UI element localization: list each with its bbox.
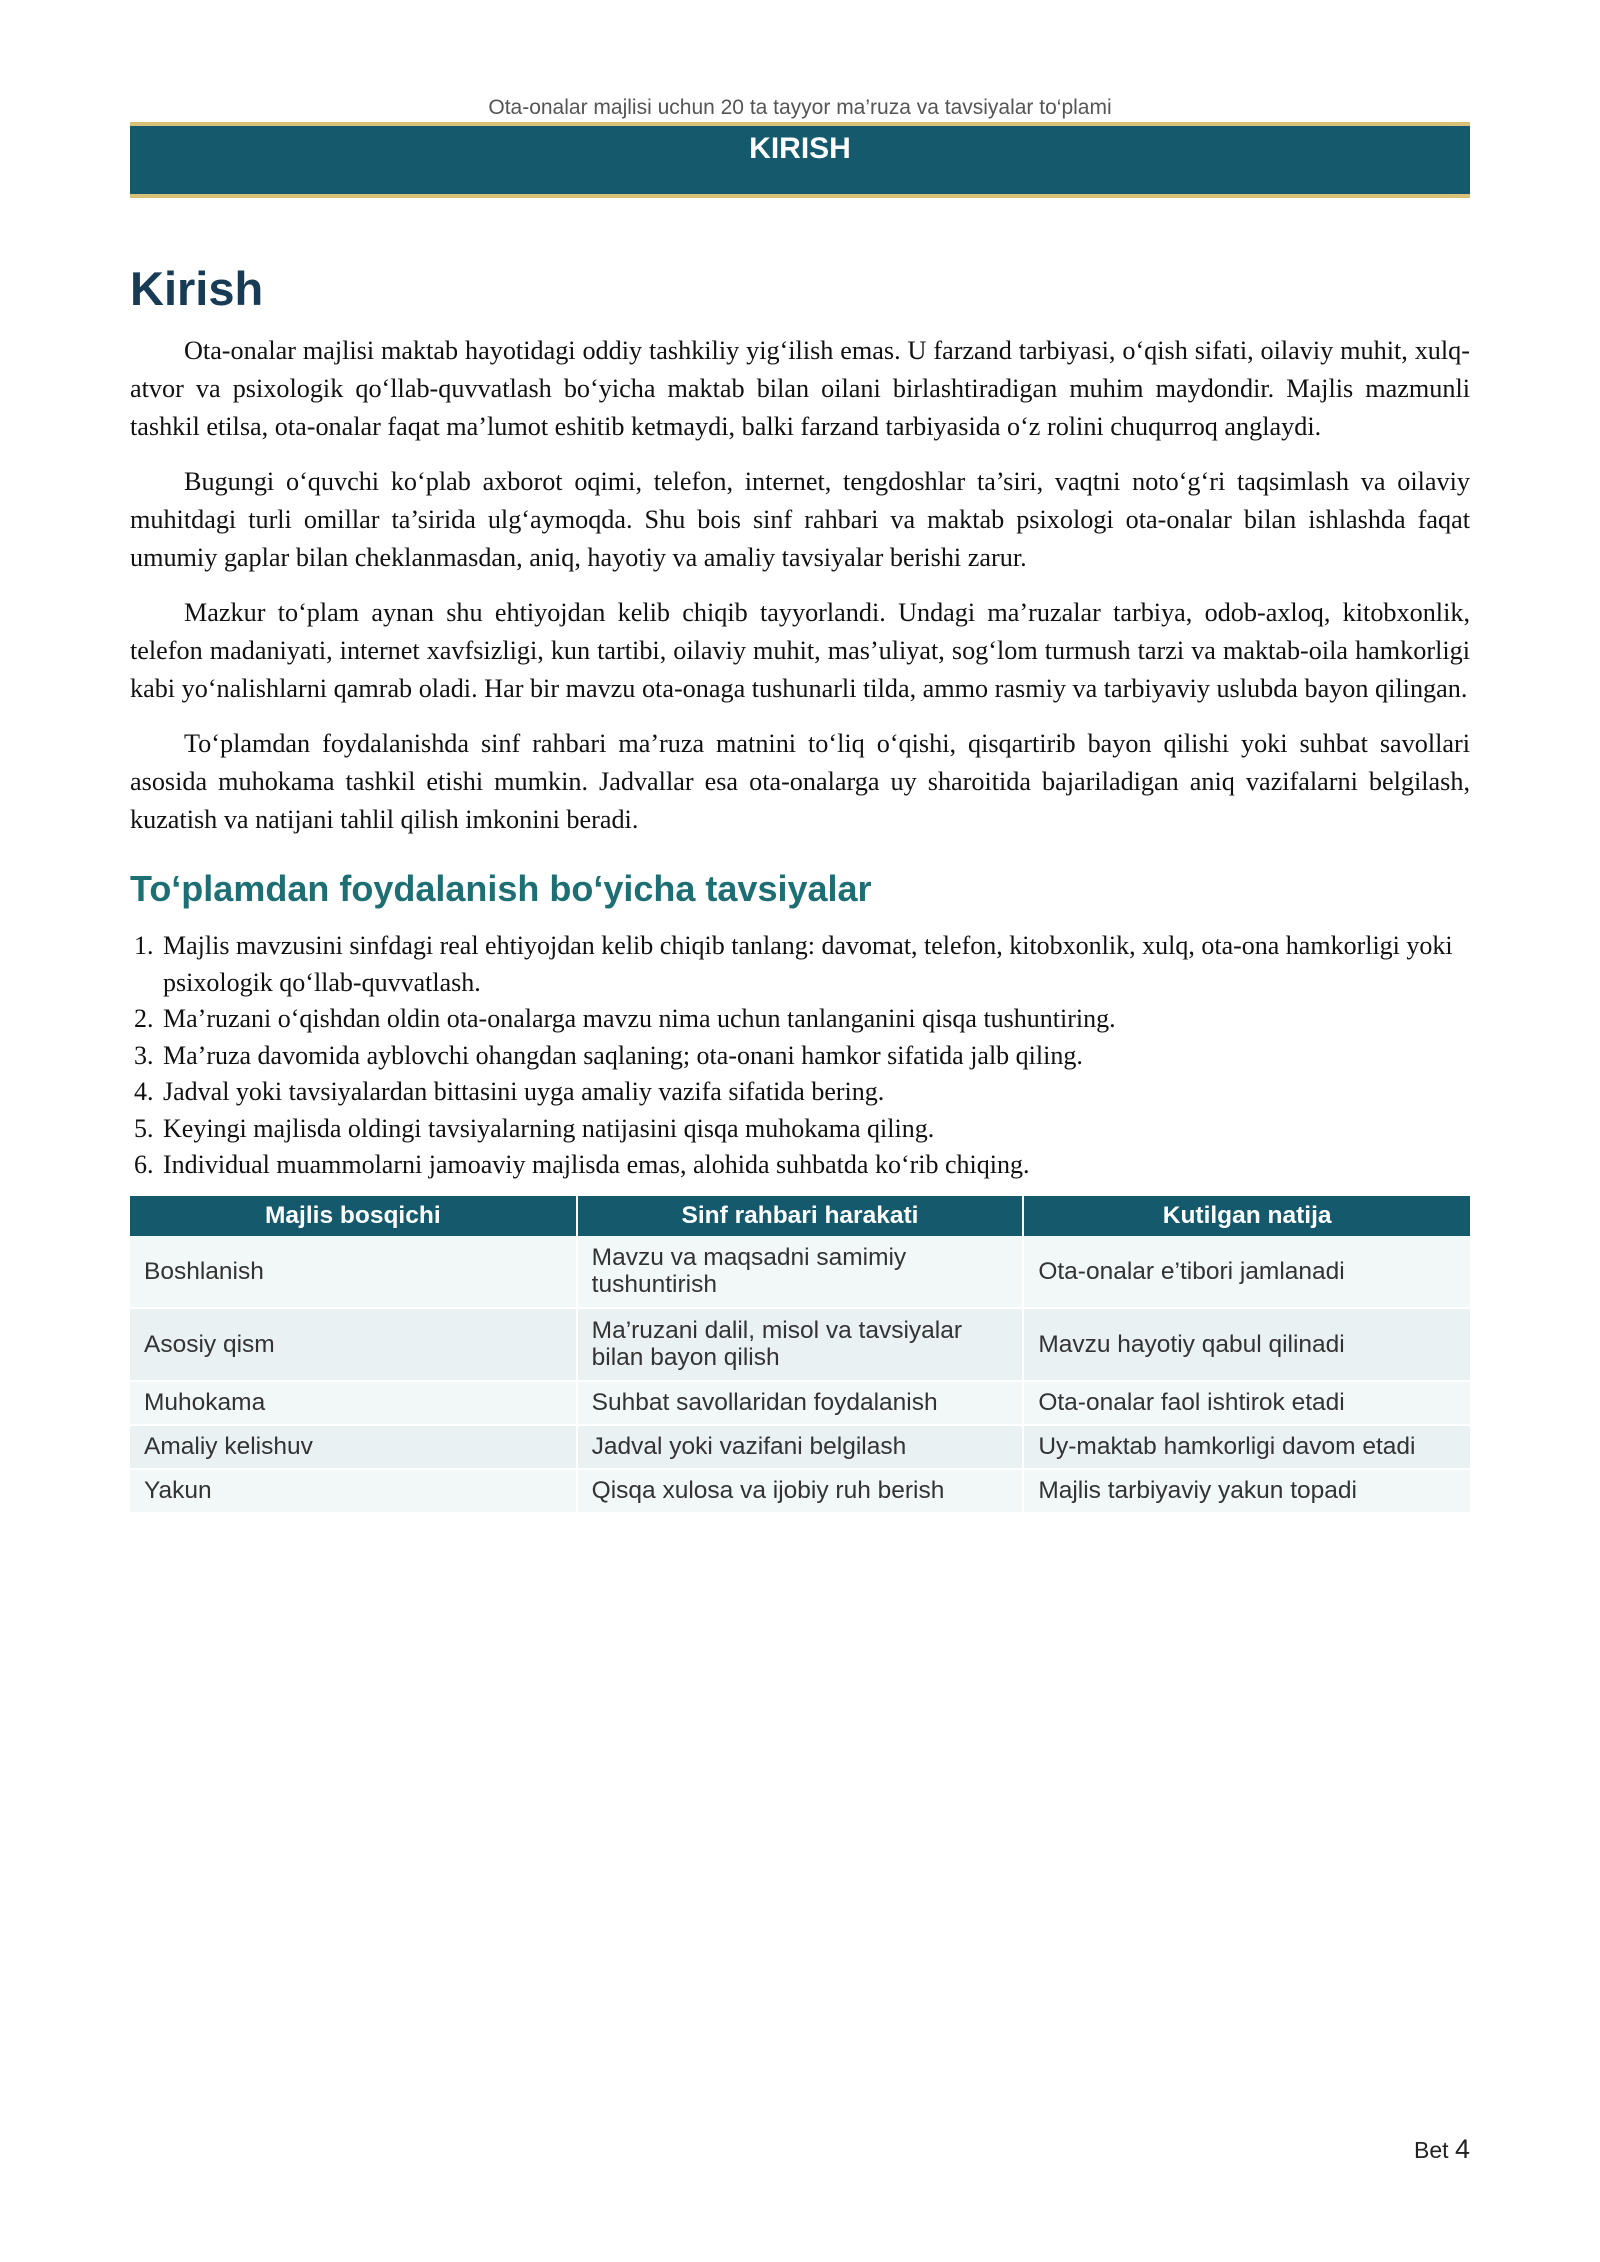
table-row — [130, 1236, 1470, 1308]
list-item: 3. Ma’ruza davomida ayblovchi ohangdan saqlaning; ota-onani hamkor sifatida jalb qiling. — [160, 1038, 1470, 1075]
table-cell: Ota-onalar faol ishtirok etadi — [1023, 1381, 1470, 1425]
column-header: Sinf rahbari harakati — [577, 1196, 1024, 1236]
table-cell: Jadval yoki vazifani belgilash — [577, 1425, 1024, 1469]
list-item: 5. Keyingi majlisda oldingi tavsiyalarning natijasini qisqa muhokama qiling. — [160, 1111, 1470, 1148]
intro-paragraph: Mazkur to‘plam aynan shu ehtiyojdan kelib chiqib tayyorlandi. Undagi ma’ruzalar tarbiya, odob-axloq, kitobxonlik, telefon madaniyati, internet xavfsizligi, kun tartibi, oilaviy muhit, mas’uliyat, sog‘lom turmush tarzi va maktab-oila hamkorligi kabi yo‘nalishlarni qamrab oladi. Har bir mavzu ota-onaga tushunarli tilda, ammo rasmiy va tarbiyaviy uslubda bayon qilingan. — [130, 598, 1470, 704]
table-cell: Mavzu hayotiy qabul qilinadi — [1023, 1308, 1470, 1381]
table-row — [130, 1425, 1470, 1469]
column-header: Kutilgan natija — [1023, 1196, 1470, 1236]
table-cell: Ota-onalar e’tibori jamlanadi — [1023, 1236, 1470, 1308]
column-header: Majlis bosqichi — [130, 1196, 577, 1236]
table-cell: Muhokama — [130, 1381, 577, 1425]
meeting-steps-table — [130, 1196, 1470, 1514]
list-item: 6. Individual muammolarni jamoaviy majlisda emas, alohida suhbatda ko‘rib chiqing. — [160, 1147, 1470, 1184]
table-header-row — [130, 1196, 1470, 1236]
page-title: Kirish — [130, 262, 264, 315]
table-cell: Majlis tarbiyaviy yakun topadi — [1023, 1469, 1470, 1513]
chapter-banner: KIRISH — [130, 122, 1470, 198]
table-cell: Qisqa xulosa va ijobiy ruh berish — [577, 1469, 1024, 1513]
table-cell: Suhbat savollaridan foydalanish — [577, 1381, 1024, 1425]
list-item: 4. Jadval yoki tavsiyalardan bittasini uyga amaliy vazifa sifatida bering. — [160, 1074, 1470, 1111]
list-item: 2. Ma’ruzani o‘qishdan oldin ota-onalarga mavzu nima uchun tanlanganini qisqa tushuntiring. — [160, 1001, 1470, 1038]
running-header: Ota-onalar majlisi uchun 20 ta tayyor ma’ruza va tavsiyalar to‘plami — [488, 96, 1112, 119]
recommendations-list — [130, 928, 1470, 1184]
table-cell: Mavzu va maqsadni samimiy tushuntirish — [577, 1236, 1024, 1308]
table-row — [130, 1308, 1470, 1381]
intro-paragraph: Ota-onalar majlisi maktab hayotidagi oddiy tashkiliy yig‘ilish emas. U farzand tarbiyasi, o‘qish sifati, oilaviy muhit, xulq-atvor va psixologik qo‘llab-quvvatlash bo‘yicha maktab bilan oilani birlashtiradigan muhim maydondir. Majlis mazmunli tashkil etilsa, ota-onalar faqat ma’lumot eshitib ketmaydi, balki farzand tarbiyasida o‘z rolini chuqurroq anglaydi. — [130, 336, 1470, 442]
table-cell: Ma’ruzani dalil, misol va tavsiyalar bilan bayon qilish — [577, 1308, 1024, 1381]
table-cell: Asosiy qism — [130, 1308, 577, 1381]
page-number — [1414, 2134, 1470, 2165]
table-row — [130, 1381, 1470, 1425]
section-title: To‘plamdan foydalanish bo‘yicha tavsiyalar — [130, 868, 872, 910]
list-item: 1. Majlis mavzusini sinfdagi real ehtiyojdan kelib chiqib tanlang: davomat, telefon, kitobxonlik, xulq, ota-ona hamkorligi yoki psixologik qo‘llab-quvvatlash. — [160, 928, 1470, 1001]
table-cell: Yakun — [130, 1469, 577, 1513]
page-number-value: 4 — [1454, 2134, 1470, 2164]
table-cell: Uy-maktab hamkorligi davom etadi — [1023, 1425, 1470, 1469]
table-cell: Boshlanish — [130, 1236, 577, 1308]
intro-paragraph: To‘plamdan foydalanishda sinf rahbari ma’ruza matnini to‘liq o‘qishi, qisqartirib bayon qilishi yoki suhbat savollari asosida muhokama tashkil etishi mumkin. Jadvallar esa ota-onalarga uy sharoitida bajariladigan aniq vazifalarni belgilash, kuzatish va natijani tahlil qilish imkonini beradi. — [130, 729, 1470, 835]
intro-paragraph: Bugungi o‘quvchi ko‘plab axborot oqimi, telefon, internet, tengdoshlar ta’siri, vaqtni noto‘g‘ri taqsimlash va oilaviy muhitdagi turli omillar ta’sirida ulg‘aymoqda. Shu bois sinf rahbari va maktab psixologi ota-onalar bilan ishlashda faqat umumiy gaplar bilan cheklanmasdan, aniq, hayotiy va amaliy tavsiyalar berishi zarur. — [130, 467, 1470, 573]
table-row — [130, 1469, 1470, 1513]
page-content — [130, 262, 1470, 1514]
table-cell: Amaliy kelishuv — [130, 1425, 577, 1469]
page-label: Bet — [1414, 2137, 1449, 2163]
